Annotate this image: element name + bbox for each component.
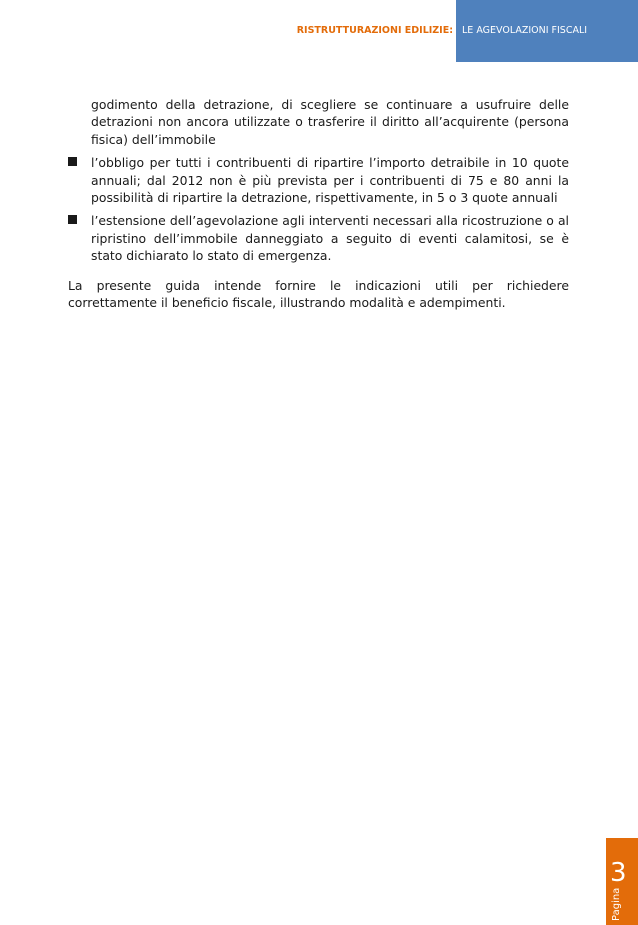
square-bullet-icon [68,157,77,166]
page-header [296,0,638,62]
header-title: LE AGEVOLAZIONI FISCALI [462,25,588,36]
bullet-item [68,154,569,206]
continued-paragraph: godimento della detrazione, di scegliere se continuare a usufruire delle detrazioni non ancora utilizzate o trasferire il diritto all’acquirente (persona fisica) dell’immobile [91,97,569,147]
page-number-box [606,838,638,925]
document-body [68,96,569,311]
bullet-item [68,212,569,264]
bullet-text: l’obbligo per tutti i contribuenti di ripartire l’importo detraibile in 10 quote annuali; dal 2012 non è più prevista per i contribuenti di 75 e 80 anni la possibilità di ripartire la detrazione, rispettivamente, in 5 o 3 quote annuali [91,155,569,206]
square-bullet-icon [68,215,77,224]
page-number: 3 [610,858,627,888]
page-label: Pagina [611,887,622,921]
bullet-text: l’estensione dell’agevolazione agli interventi necessari alla ricostruzione o al ripristino dell’immobile danneggiato a seguito di eventi calamitosi, se è stato dichiarato lo stato di emergenza. [91,213,569,264]
closing-paragraph: La presente guida intende fornire le indicazioni utili per richiedere correttamente il beneficio fiscale, illustrando modalità e adempimenti. [68,277,569,311]
header-section-label: RISTRUTTURAZIONI EDILIZIE: [296,25,453,36]
header-title-box [456,0,638,62]
